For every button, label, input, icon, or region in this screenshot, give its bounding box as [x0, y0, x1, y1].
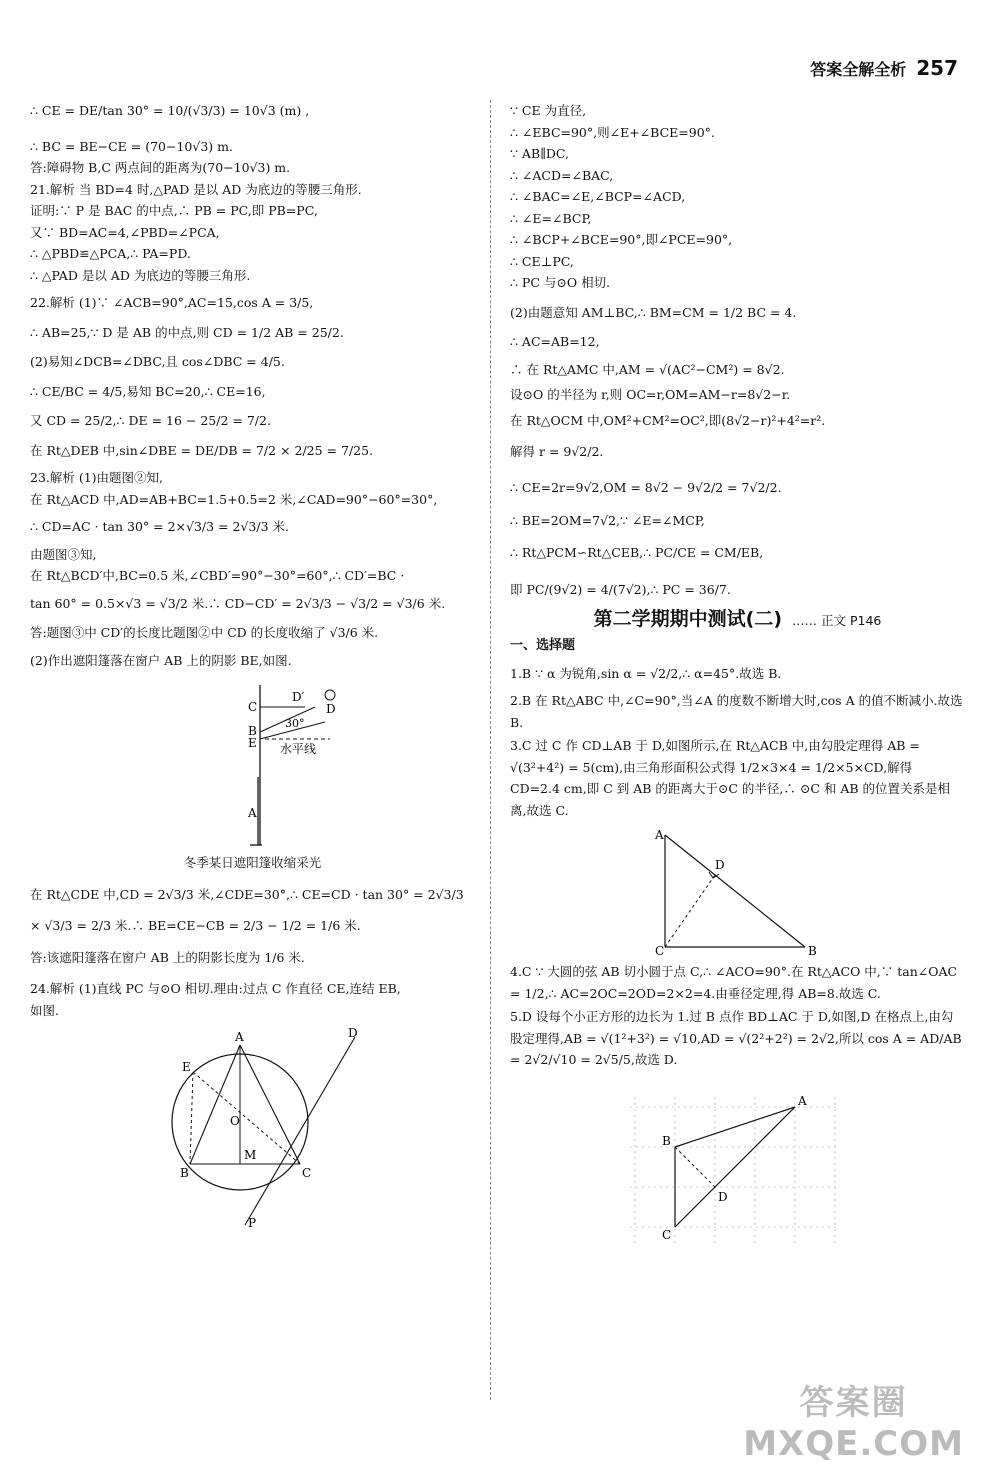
answer-item: 4.C ∵ 大圆的弦 AB 切小圆于点 C,∴ ∠ACO=90°.在 Rt△ACO 中,∵ tan∠OAC = 1/2,∴ AC=2OC=2OD=2×2=4.由垂径定理,得 AB=8.故选 C. [510, 964, 958, 1001]
text-line: 在 Rt△OCM 中,OM²+CM²=OC²,即(8√2−r)²+4²=r². [510, 412, 826, 428]
section-title: 答案全解全析 [810, 60, 907, 79]
label-a: A [798, 1093, 807, 1108]
label-m: M [244, 1148, 257, 1162]
text-line: 又 CD = 25/2,∴ DE = 16 − 25/2 = 7/2. [30, 413, 271, 428]
right-column [510, 100, 965, 1256]
label-p: P [248, 1216, 257, 1230]
text-line: ∴ CE=2r=9√2,OM = 8√2 − 9√2/2 = 7√2/2. [510, 479, 782, 495]
text-line: ∴ CE = DE/tan 30° = 10/(√3/3) = 10√3 (m) , [30, 103, 310, 118]
section-heading-ref: …… 正文 P146 [792, 612, 882, 628]
answer-item: 5.D 设每个小正方形的边长为 1.过 B 点作 BD⊥AC 于 D,如图,D 在格点上,由勾股定理得,AB = √(1²+3²) = √10,AD = √(2²+2²) = 2√2,所以 cos A = AD/AB = 2√2/√10 = 2√5/5,故选 D. [510, 1009, 962, 1067]
figure-grid [510, 1077, 965, 1252]
label-horizontal: 水平线 [280, 742, 317, 756]
text-line: 答:题图③中 CD′的长度比题图②中 CD 的长度收缩了 √3/6 米. [30, 625, 379, 640]
text-line: 解得 r = 9√2/2. [510, 444, 604, 459]
figure-triangle [510, 827, 965, 957]
text-line: ∴ ∠BAC=∠E,∠BCP=∠ACD, [510, 189, 686, 204]
text-line: 如图. [30, 1002, 59, 1018]
text-line: ∴ △PAD 是以 AD 为底边的等腰三角形. [30, 267, 251, 283]
text-line: ∴ AB=25,∵ D 是 AB 的中点,则 CD = 1/2 AB = 25/2. [30, 324, 344, 340]
label-e: E [248, 736, 257, 750]
figure-caption: 冬季某日遮阳篷收缩采光 [183, 855, 322, 870]
label-b: B [808, 944, 817, 957]
label-d: D [715, 858, 725, 872]
text-line: 又∵ BD=AC=4,∠PBD=∠PCA, [30, 224, 220, 240]
text-line: 在 Rt△CDE 中,CD = 2√3/3 米,∠CDE=30°,∴ CE=CD · tan 30° = 2√3/3 [30, 886, 464, 902]
label-d: D [718, 1189, 728, 1204]
text-line: (2)作出遮阳篷落在窗户 AB 上的阴影 BE,如图. [30, 652, 292, 668]
text-line: 即 PC/(9√2) = 4/(7√2),∴ PC = 36/7. [510, 582, 731, 597]
watermark [743, 1375, 964, 1464]
text-line: ∴ CE⊥PC, [510, 253, 574, 269]
label-a: A [235, 1030, 244, 1044]
text-line: 设⊙O 的半径为 r,则 OC=r,OM=AM−r=8√2−r. [510, 387, 791, 402]
triangle-diagram [510, 827, 965, 957]
text-line: 在 Rt△BCD′中,BC=0.5 米,∠CBD′=90°−30°=60°,∴ CD′=BC · [30, 568, 405, 583]
label-d-prime: D′ [292, 690, 305, 704]
page-header [810, 56, 958, 80]
text-line: 在 Rt△ACD 中,AD=AB+BC=1.5+0.5=2 米,∠CAD=90°−60°=30°, [30, 491, 438, 507]
label-c: C [248, 700, 258, 714]
label-d: D [348, 1027, 358, 1040]
text-line: tan 60° = 0.5×√3 = √3/2 米.∴ CD−CD′ = 2√3/3 − √3/2 = √3/6 米. [30, 595, 446, 611]
label-d: D [326, 702, 336, 716]
text-line: (2)由题意知 AM⊥BC,∴ BM=CM = 1/2 BC = 4. [510, 304, 797, 320]
text-line: ∴ ∠BCP+∠BCE=90°,即∠PCE=90°, [510, 232, 733, 247]
figure-awning [30, 677, 475, 874]
text-line: (2)易知∠DCB=∠DBC,且 cos∠DBC = 4/5. [30, 354, 285, 369]
label-b: B [248, 724, 257, 738]
label-o: O [230, 1114, 240, 1128]
section-heading-title: 第二学期期中测试(二) [593, 607, 783, 630]
label-angle: 30° [285, 717, 305, 730]
subsection-title: 一、选择题 [510, 638, 576, 653]
text-line: ∴ PC 与⊙O 相切. [510, 275, 611, 290]
text-line: ∴ △PBD≌△PCA,∴ PA=PD. [30, 246, 191, 261]
answer-item: 2.B 在 Rt△ABC 中,∠C=90°,当∠A 的度数不断增大时,cos A 的值不断减小.故选 B. [510, 693, 963, 730]
text-line: 在 Rt△DEB 中,sin∠DBE = DE/DB = 7/2 × 2/25 = 7/25. [30, 442, 374, 458]
label-a: A [655, 828, 664, 842]
label-e: E [182, 1060, 191, 1074]
circle-diagram [30, 1027, 475, 1232]
text-line: ∴ CD=AC · tan 30° = 2×√3/3 = 2√3/3 米. [30, 519, 289, 534]
text-line: × √3/3 = 2/3 米.∴ BE=CE−CB = 2/3 − 1/2 = 1/6 米. [30, 918, 361, 933]
label-c: C [302, 1166, 312, 1180]
watermark-line-1: 答案圈 [799, 1383, 908, 1423]
text-line: 22.解析 (1)∵ ∠ACB=90°,AC=15,cos A = 3/5, [30, 295, 314, 310]
text-line: ∴ ∠ACD=∠BAC, [510, 167, 614, 183]
text-line: ∴ Rt△PCM∽Rt△CEB,∴ PC/CE = CM/EB, [510, 544, 764, 560]
label-a: A [248, 806, 257, 820]
text-line: ∴ AC=AB=12, [510, 334, 600, 349]
label-b: B [662, 1133, 671, 1148]
text-line: 答:该遮阳篷落在窗户 AB 上的阴影长度为 1/6 米. [30, 949, 305, 965]
figure-circle [30, 1027, 475, 1232]
answer-item: 1.B ∵ α 为锐角,sin α = √2/2,∴ α=45°.故选 B. [510, 665, 782, 681]
awning-diagram [30, 677, 475, 852]
text-line: ∴ 在 Rt△AMC 中,AM = √(AC²−CM²) = 8√2. [510, 361, 785, 377]
column-divider [490, 100, 491, 1400]
watermark-line-2: MXQE.COM [743, 1424, 964, 1464]
text-line: ∴ ∠EBC=90°,则∠E+∠BCE=90°. [510, 124, 715, 140]
text-line: ∴ ∠E=∠BCP, [510, 210, 592, 226]
section-heading [510, 609, 965, 632]
text-line: ∴ BE=2OM=7√2,∵ ∠E=∠MCP, [510, 513, 705, 528]
text-line: 21.解析 当 BD=4 时,△PAD 是以 AD 为底边的等腰三角形. [30, 181, 362, 197]
grid-diagram [510, 1077, 965, 1252]
text-line: 证明:∵ P 是 BAC 的中点,∴ PB = PC,即 PB=PC, [30, 203, 318, 218]
text-line: 由题图③知, [30, 546, 97, 562]
page-number: 257 [916, 56, 958, 80]
text-line: ∵ AB∥DC, [510, 146, 570, 161]
text-line: ∵ CE 为直径, [510, 103, 587, 118]
label-b: B [180, 1166, 189, 1180]
label-c: C [655, 944, 665, 957]
answer-item: 3.C 过 C 作 CD⊥AB 于 D,如图所示,在 Rt△ACB 中,由勾股定理得 AB = √(3²+4²) = 5(cm),由三角形面积公式得 1/2×3×4 = 1/2×5×CD,解得 CD=2.4 cm,即 C 到 AB 的距离大于⊙C 的半径,∴ ⊙C 和 AB 的位置关系是相离,故选 C. [510, 738, 951, 818]
text-line: ∴ BC = BE−CE = (70−10√3) m. [30, 138, 233, 154]
text-line: 答:障碍物 B,C 两点间的距离为(70−10√3) m. [30, 160, 291, 175]
label-c: C [662, 1227, 672, 1242]
text-line: 23.解析 (1)由题图②知, [30, 470, 164, 485]
text-line: 24.解析 (1)直线 PC 与⊙O 相切.理由:过点 C 作直径 CE,连结 EB, [30, 981, 401, 996]
left-column [30, 100, 475, 1236]
text-line: ∴ CE/BC = 4/5,易知 BC=20,∴ CE=16, [30, 383, 266, 399]
